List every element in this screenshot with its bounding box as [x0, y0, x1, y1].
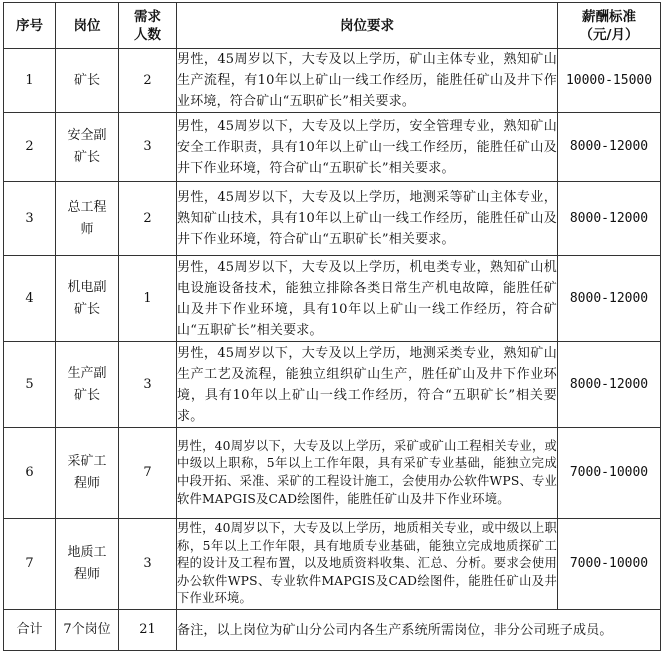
- row-salary: 8000-12000: [558, 342, 661, 428]
- row-count: 2: [119, 49, 177, 113]
- row-seq: 1: [4, 49, 56, 113]
- row-seq: 2: [4, 113, 56, 182]
- row-salary: 7000-10000: [558, 519, 661, 610]
- total-positions: 7个岗位: [56, 610, 119, 651]
- total-row: [4, 610, 661, 651]
- table-row: [4, 428, 661, 519]
- row-seq: 6: [4, 428, 56, 519]
- row-position: 机电副 矿长: [56, 256, 119, 342]
- header-count: 需求 人数: [119, 3, 177, 49]
- table-row: [4, 182, 661, 256]
- row-requirements: 男性，40周岁以下，大专及以上学历，地质相关专业，或中级以上职称，5年以上工作年限，具有地质专业基础，能独立完成地质探矿工程的设计及工程布置，以及地质资料收集、汇总、分析。要求会使用办公软件WPS、专业软件MAPGIS及CAD绘图件，能胜任矿山及井下作业环境。: [177, 519, 558, 610]
- row-requirements: 男性，45周岁以下，大专及以上学历，地测采类专业，熟知矿山生产工艺及流程，能独立组织矿山生产，胜任矿山及井下作业环境，具有10年以上矿山一线工作经历，符合“五职矿长”相关要求。: [177, 342, 558, 428]
- row-seq: 3: [4, 182, 56, 256]
- table-row: [4, 519, 661, 610]
- row-seq: 7: [4, 519, 56, 610]
- header-row: [4, 3, 661, 49]
- table-row: [4, 49, 661, 113]
- table-row: [4, 342, 661, 428]
- table-row: [4, 256, 661, 342]
- row-requirements: 男性，45周岁以下，大专及以上学历，地测采等矿山主体专业，熟知矿山技术，具有10年以上矿山一线工作经历，能胜任矿山及井下作业环境，符合矿山“五职矿长”相关要求。: [177, 182, 558, 256]
- row-requirements: 男性，45周岁以下，大专及以上学历，机电类专业，熟知矿山机电设施设备技术，能独立排除各类日常生产机电故障，能胜任矿山及井下作业环境，具有10年以上矿山一线工作经历，符合矿山“五职矿长”相关要求。: [177, 256, 558, 342]
- row-salary: 8000-12000: [558, 182, 661, 256]
- row-salary: 7000-10000: [558, 428, 661, 519]
- row-salary: 10000-15000: [558, 49, 661, 113]
- row-position: 生产副 矿长: [56, 342, 119, 428]
- row-requirements: 男性，40周岁以下，大专及以上学历，采矿或矿山工程相关专业，或中级以上职称，5年以上工作年限，具有采矿专业基础，能独立完成中段开拓、采准、采矿的工程设计施工，会使用办公软件WPS、专业软件MAPGIS及CAD绘图件，能胜任矿山及井下作业环境。: [177, 428, 558, 519]
- row-position: 地质工 程师: [56, 519, 119, 610]
- row-count: 1: [119, 256, 177, 342]
- row-seq: 5: [4, 342, 56, 428]
- total-note: 备注，以上岗位为矿山分公司内各生产系统所需岗位，非分公司班子成员。: [177, 610, 661, 651]
- row-count: 3: [119, 519, 177, 610]
- row-count: 3: [119, 113, 177, 182]
- total-count: 21: [119, 610, 177, 651]
- row-position: 采矿工 程师: [56, 428, 119, 519]
- row-count: 3: [119, 342, 177, 428]
- row-requirements: 男性，45周岁以下，大专及以上学历，安全管理专业，熟知矿山安全工作职责，具有10年以上矿山一线工作经历，能胜任矿山及井下作业环境，符合矿山“五职矿长”相关要求。: [177, 113, 558, 182]
- header-requirements: 岗位要求: [177, 3, 558, 49]
- row-salary: 8000-12000: [558, 256, 661, 342]
- row-count: 2: [119, 182, 177, 256]
- row-count: 7: [119, 428, 177, 519]
- row-requirements: 男性，45周岁以下，大专及以上学历，矿山主体专业，熟知矿山生产流程，有10年以上矿山一线工作经历，能胜任矿山及井下作业环境，符合矿山“五职矿长”相关要求。: [177, 49, 558, 113]
- header-seq: 序号: [4, 3, 56, 49]
- row-position: 安全副 矿长: [56, 113, 119, 182]
- row-salary: 8000-12000: [558, 113, 661, 182]
- header-position: 岗位: [56, 3, 119, 49]
- header-salary: 薪酬标准 （元/月）: [558, 3, 661, 49]
- job-requirements-table: [3, 2, 661, 651]
- row-seq: 4: [4, 256, 56, 342]
- table-row: [4, 113, 661, 182]
- row-position: 总工程 师: [56, 182, 119, 256]
- row-position: 矿长: [56, 49, 119, 113]
- total-label: 合计: [4, 610, 56, 651]
